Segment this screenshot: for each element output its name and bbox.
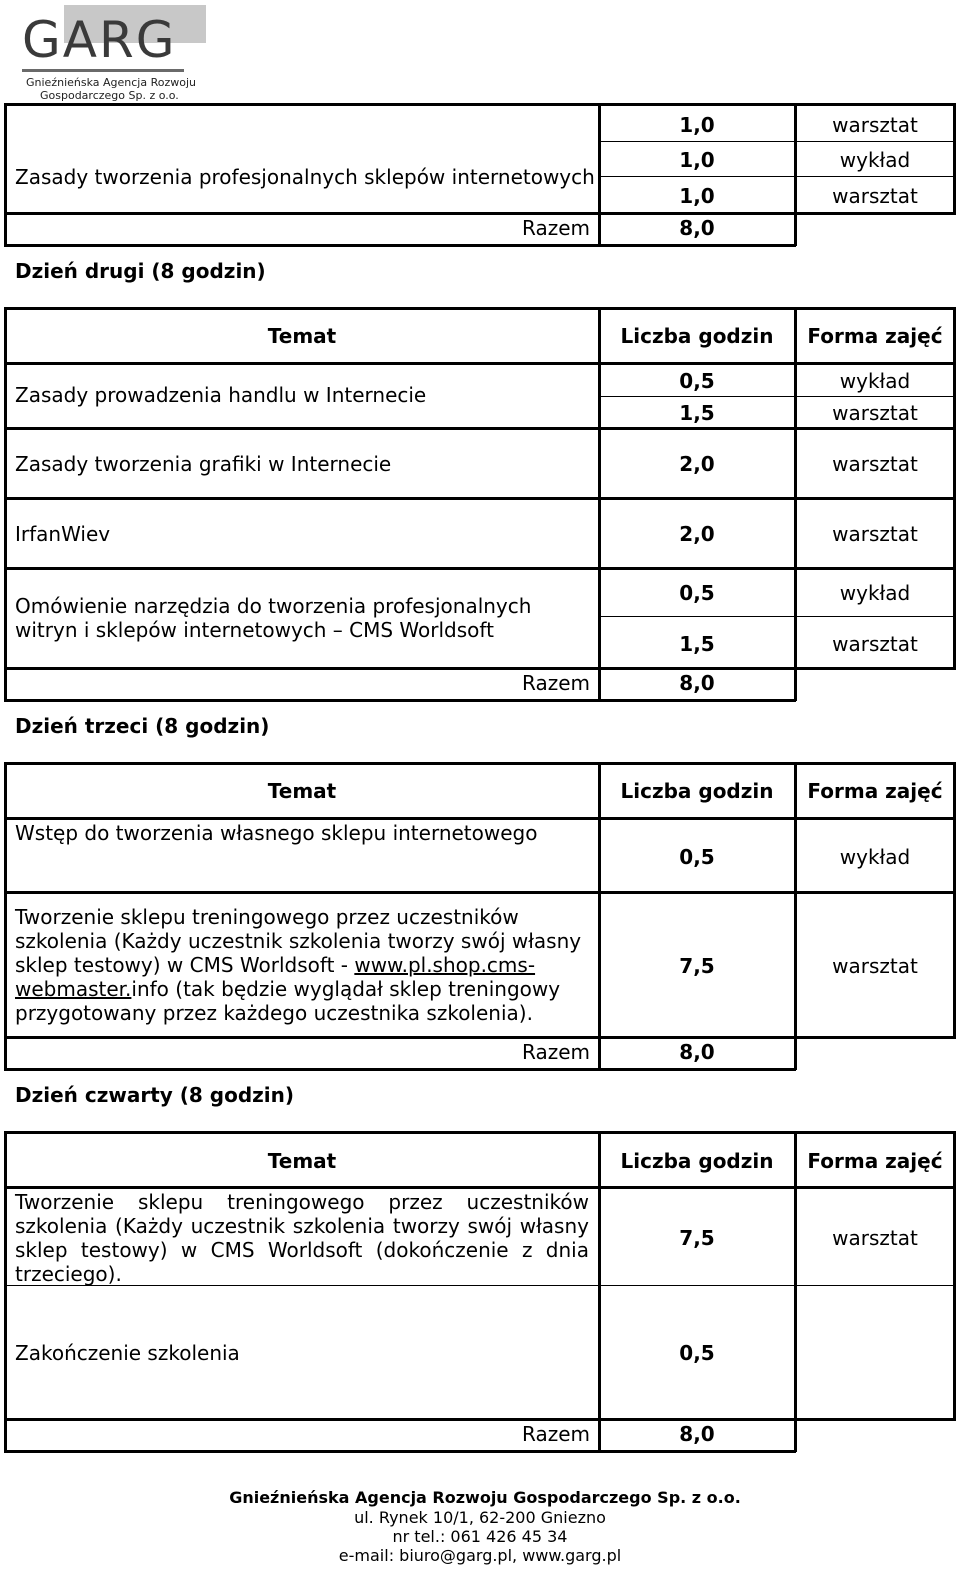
day3-row2-line2: szkolenia (Każdy uczestnik szkolenia tworzy swój własny	[15, 929, 582, 953]
logo-wordmark: GARG	[22, 11, 177, 69]
day2-row2-topic: Zasady tworzenia grafiki w Internecie	[15, 452, 392, 476]
day4-header-form: Forma zajęć	[807, 1149, 943, 1173]
day2-row1b-hours: 1,5	[679, 401, 715, 425]
day4-row1-hours: 7,5	[679, 1226, 715, 1250]
company-logo	[22, 5, 197, 102]
day2-row1b-form: warsztat	[832, 401, 918, 425]
day3-row1-form: wykład	[839, 845, 911, 869]
day2-row3-hours: 2,0	[679, 522, 715, 546]
day3-row2-line3-text: sklep testowy) w CMS Worldsoft -	[15, 953, 355, 977]
day1-form-2: wykład	[839, 148, 911, 172]
day2-row4a-hours: 0,5	[679, 581, 715, 605]
day3-header-form: Forma zajęć	[807, 779, 943, 803]
day4-row2-topic: Zakończenie szkolenia	[15, 1341, 240, 1365]
day3-total-label: Razem	[522, 1040, 590, 1064]
footer-address: ul. Rynek 10/1, 62-200 Gniezno	[354, 1508, 606, 1527]
day2-header-form: Forma zajęć	[807, 324, 943, 348]
day3-row1-topic: Wstęp do tworzenia własnego sklepu internetowego	[15, 821, 538, 845]
day3-row2-form: warsztat	[832, 954, 918, 978]
day3-row2-line3	[15, 953, 535, 977]
day3-row2-hours: 7,5	[679, 954, 715, 978]
footer-phone: nr tel.: 061 426 45 34	[392, 1527, 568, 1546]
day3-row2-line1: Tworzenie sklepu treningowego przez uczestników	[15, 905, 519, 929]
day2-row4-topic-line2: witryn i sklepów internetowych – CMS Worldsoft	[15, 618, 494, 642]
day1-form-3: warsztat	[832, 184, 918, 208]
logo-subtitle-2: Gospodarczego Sp. z o.o.	[40, 89, 179, 102]
logo-subtitle-1: Gnieźnieńska Agencja Rozwoju	[26, 76, 197, 89]
footer-company: Gnieźnieńska Agencja Rozwoju Gospodarczego Sp. z o.o.	[229, 1488, 741, 1507]
day3-row2-line4	[15, 977, 560, 1001]
day4-row1-form: warsztat	[832, 1226, 918, 1250]
day2-row2-hours: 2,0	[679, 452, 715, 476]
day1-hours-3: 1,0	[679, 184, 715, 208]
shop-demo-link-part1[interactable]: www.pl.shop.cms-	[354, 953, 536, 977]
day1-form-1: warsztat	[832, 113, 918, 137]
logo-divider	[22, 69, 184, 72]
day4-header-topic: Temat	[267, 1149, 337, 1173]
day4-heading: Dzień czwarty (8 godzin)	[15, 1083, 295, 1107]
day2-row3-topic: IrfanWiev	[15, 522, 111, 546]
day3-row2-line5: przygotowany przez każdego uczestnika szkolenia).	[15, 1001, 533, 1025]
day2-row1a-hours: 0,5	[679, 369, 715, 393]
day2-row4a-form: wykład	[839, 581, 911, 605]
day2-total-label: Razem	[522, 671, 590, 695]
day4-total-label: Razem	[522, 1422, 590, 1446]
day2-row4-topic-line1: Omówienie narzędzia do tworzenia profesjonalnych	[15, 594, 532, 618]
day2-row3-form: warsztat	[832, 522, 918, 546]
day1-topic: Zasady tworzenia profesjonalnych sklepów internetowych	[15, 165, 595, 189]
day2-heading: Dzień drugi (8 godzin)	[15, 259, 266, 283]
day2-row1a-form: wykład	[839, 369, 911, 393]
day4-row1-topic: Tworzenie sklepu treningowego przez uczestników szkolenia (Każdy uczestnik szkolenia tworzy swój własny sklep testowy) w CMS Worldsoft (dokończenie z dnia trzeciego).	[15, 1190, 589, 1286]
day3-row2-line4-mid: info	[131, 977, 169, 1001]
day3-heading: Dzień trzeci (8 godzin)	[15, 714, 270, 738]
shop-demo-link-part2[interactable]: webmaster.	[15, 977, 132, 1001]
day2-row2-form: warsztat	[832, 452, 918, 476]
day1-hours-2: 1,0	[679, 148, 715, 172]
day3-row2-line4-text: (tak będzie wyglądał sklep treningowy	[168, 977, 561, 1001]
day4-total-hours: 8,0	[679, 1422, 715, 1446]
day1-hours-1: 1,0	[679, 113, 715, 137]
day3-row1-hours: 0,5	[679, 845, 715, 869]
day2-header-hours: Liczba godzin	[620, 324, 774, 348]
day1-total-hours: 8,0	[679, 216, 715, 240]
day4-row2-hours: 0,5	[679, 1341, 715, 1365]
day2-header-topic: Temat	[267, 324, 337, 348]
day2-total-hours: 8,0	[679, 671, 715, 695]
day3-header-topic: Temat	[267, 779, 337, 803]
footer-contact: e-mail: biuro@garg.pl, www.garg.pl	[338, 1546, 622, 1565]
day2-row1-topic: Zasady prowadzenia handlu w Internecie	[15, 383, 427, 407]
day1-total-label: Razem	[522, 216, 590, 240]
day2-row4b-form: warsztat	[832, 632, 918, 656]
day4-header-hours: Liczba godzin	[620, 1149, 774, 1173]
day3-header-hours: Liczba godzin	[620, 779, 774, 803]
day3-total-hours: 8,0	[679, 1040, 715, 1064]
day2-row4b-hours: 1,5	[679, 632, 715, 656]
